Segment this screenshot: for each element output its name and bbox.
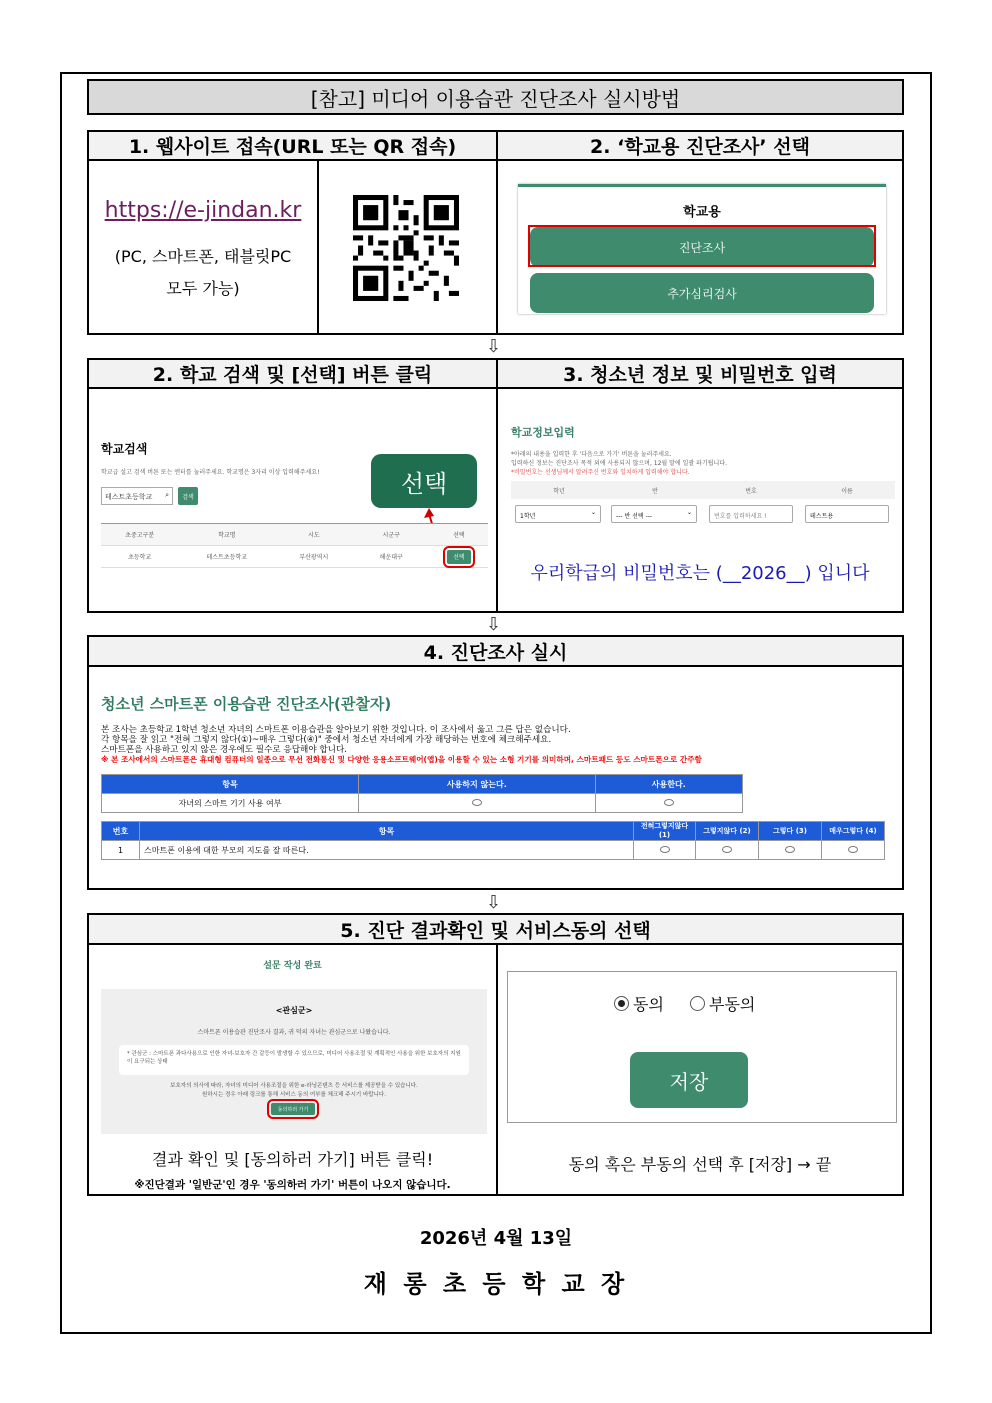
devices-line1: (PC, 스마트폰, 태블릿PC <box>114 247 292 266</box>
q-head-item: 항목 <box>140 822 634 841</box>
form-note1: *아래의 내용을 입력한 후 '다음으로 가기' 버튼을 눌러주세요. <box>511 451 672 458</box>
agree-radio[interactable] <box>614 996 629 1011</box>
name-value: 테스트용 <box>810 513 834 520</box>
cell-sigungu: 해운대구 <box>379 554 403 561</box>
survey-p1: 본 조사는 초등학교 1학년 청소년 자녀의 스마트폰 이용습관을 알아보기 위한 것입니다. 이 조사에서 옳고 그른 답은 없습니다. <box>101 725 571 735</box>
consent-line1: 보호자의 의사에 따라, 자녀의 미디어 사용조절을 위한 e-라닝콘텐츠 등 서비스를 제공받을 수 있습니다. <box>170 1083 418 1089</box>
select-big-button[interactable]: 선택 <box>371 454 477 508</box>
school-search-value: 테스트초등학교 <box>105 493 153 501</box>
usage-head-item: 항목 <box>102 775 359 794</box>
school-search-desc: 학교급 설고 검색 버튼 또는 엔터를 눌러주세요. 학교명은 3자리 이상 입력해주세요! <box>101 469 320 476</box>
radio-q1-4[interactable] <box>848 846 858 853</box>
school-results-table <box>101 523 488 567</box>
col-select: 선택 <box>453 532 465 539</box>
q-head-3: 그렇다 (3) <box>759 822 822 841</box>
row-select-button[interactable]: 선택 <box>447 550 471 564</box>
radio-q1-1[interactable] <box>660 846 670 853</box>
school-panel-screenshot <box>518 184 886 314</box>
save-button[interactable]: 저장 <box>630 1052 748 1108</box>
step5-header: 5. 진단 결과확인 및 서비스동의 선택 <box>89 915 902 945</box>
disagree-label: 부동의 <box>709 995 756 1014</box>
name-input[interactable] <box>805 505 889 523</box>
down-arrow-icon: ⇩ <box>486 614 502 635</box>
devices-line2: 모두 가능) <box>166 279 240 298</box>
down-arrow-icon: ⇩ <box>486 892 502 913</box>
group-title: <관심군> <box>275 1006 313 1015</box>
class-select[interactable] <box>611 505 697 523</box>
usage-head-no: 사용하지 않는다. <box>359 775 596 794</box>
disagree-radio[interactable] <box>690 996 705 1011</box>
down-arrow-icon: ⇩ <box>486 336 502 357</box>
agree-option[interactable] <box>614 992 664 1015</box>
signer: 재 롱 초 등 학 교 장 <box>363 1270 629 1298</box>
done-title: 설문 작성 완료 <box>263 961 322 971</box>
consent-line2: 원하시는 경우 아래 링크를 통해 서비스 동의 여부를 체크해 주시기 바랍니다. <box>202 1092 386 1098</box>
col-sido: 시도 <box>308 532 320 539</box>
note-left: ※진단결과 '일반군'인 경우 '동의하러 가기' 버튼이 나오지 않습니다. <box>134 1179 451 1191</box>
col-number: 번호 <box>745 487 757 495</box>
survey-title: 청소년 스마트폰 이용습관 진단조사(관찰자) <box>101 695 392 713</box>
col-grade: 학년 <box>553 487 565 495</box>
radio-use[interactable] <box>664 799 674 806</box>
step5-section <box>87 913 904 1196</box>
group-desc: * 관심군 : 스마트폰 과다사용으로 인한 자녀-보호자 간 갈등이 발생할 수 있으므로, 미디어 사용조절 및 계획적인 사용을 위한 보호자의 지원이 요구되는 상태 <box>119 1045 469 1075</box>
step4-section <box>87 635 904 890</box>
cell-sido: 부산광역시 <box>299 554 329 561</box>
q-no: 1 <box>102 841 140 860</box>
q-head-4: 매우그렇다 (4) <box>822 822 885 841</box>
form-note3: *비밀번호는 선생님께서 알려주신 번호와 일치하게 입력해야 합니다. <box>511 469 690 476</box>
form-columns <box>511 481 895 499</box>
disagree-option[interactable] <box>690 992 755 1015</box>
col-sigungu: 시군구 <box>382 532 400 539</box>
grade-select[interactable] <box>515 505 601 523</box>
cell-school-type: 초등학교 <box>128 554 152 561</box>
qr-code-icon[interactable] <box>353 195 459 301</box>
number-placeholder: 번호를 입력하세요 ! <box>714 513 767 520</box>
step2-3-section <box>87 358 904 613</box>
chevron-down-icon: ⌄ <box>686 509 692 516</box>
usage-row-label: 자녀의 스마트 기기 사용 여부 <box>102 794 359 813</box>
usage-table <box>101 774 743 813</box>
radio-q1-3[interactable] <box>785 846 795 853</box>
school-panel-title: 학교용 <box>683 205 721 220</box>
usage-head-yes: 사용한다. <box>595 775 742 794</box>
password-line: 우리학급의 비밀번호는 (__2026__) 입니다 <box>530 563 870 584</box>
form-note2: 입력하신 정보는 진단조사 목적 외에 사용되지 않으며, 12월 말에 일괄 파기됩니다. <box>511 460 727 467</box>
survey-p2: 각 항목을 잘 읽고 "전혀 그렇지 않다(①)~매우 그렇다(④)" 중에서 청소년 자녀에게 가장 해당하는 번호에 체크해주세요. <box>101 735 552 745</box>
step1-section <box>87 130 904 335</box>
issue-date: 2026년 4월 13일 <box>419 1228 573 1249</box>
number-input[interactable] <box>709 505 793 523</box>
step2a-header: 2. ‘학교용 진단조사’ 선택 <box>498 132 902 161</box>
chevron-down-icon: ⌄ <box>590 509 596 516</box>
caption-left: 결과 확인 및 [동의하러 가기] 버튼 클릭! <box>151 1150 434 1169</box>
step4-header: 4. 진단조사 실시 <box>89 637 902 667</box>
school-search-button[interactable]: 검색 <box>178 487 198 505</box>
school-search-title: 학교검색 <box>101 442 148 456</box>
survey-warning: ※ 본 조사에서의 스마트폰은 휴대형 컴퓨터의 일종으로 무선 전화통신 및 다양한 응용소프트웨어(앱)을 이용할 수 있는 소형 기기를 의미하며, 스마트패드 등도 스마트폰으로 간주함 <box>101 755 702 764</box>
survey-highlight <box>528 225 876 267</box>
col-class: 반 <box>652 487 658 495</box>
consent-panel <box>507 971 897 1123</box>
caption-right: 동의 혹은 부동의 선택 후 [저장] → 끝 <box>568 1155 832 1174</box>
col-school-type: 초중고구분 <box>125 532 155 539</box>
q-head-1: 전혀그렇지않다 (1) <box>634 822 696 841</box>
cell-school-name: 테스트초등학교 <box>206 554 248 561</box>
school-search-input[interactable] <box>101 487 173 505</box>
page-title: [참고] 미디어 이용습관 진단조사 실시방법 <box>87 79 904 115</box>
q-head-no: 번호 <box>102 822 140 841</box>
step3-header: 3. 청소년 정보 및 비밀번호 입력 <box>498 360 902 389</box>
col-name: 이름 <box>841 487 853 495</box>
radio-no-use[interactable] <box>472 799 482 806</box>
survey-button[interactable]: 진단조사 <box>530 227 874 267</box>
result-panel <box>101 989 487 1134</box>
survey-p3: 스마트폰을 사용하고 있지 않은 경우에도 필수로 응답해야 합니다. <box>101 745 347 755</box>
step1-header: 1. 웹사이트 접속(URL 또는 QR 접속) <box>89 132 498 161</box>
agree-label: 동의 <box>633 995 664 1014</box>
q-item: 스마트폰 이용에 대한 부모의 지도를 잘 따른다. <box>140 841 634 860</box>
class-value: --- 반 선택 --- <box>616 513 653 520</box>
extra-test-button[interactable]: 추가심리검사 <box>530 273 874 313</box>
go-consent-button[interactable]: 동의하러 가기 <box>271 1103 315 1115</box>
radio-q1-2[interactable] <box>722 846 732 853</box>
form-title: 학교정보입력 <box>511 426 575 439</box>
step2b-header: 2. 학교 검색 및 [선택] 버튼 클릭 <box>89 360 498 389</box>
result-line: 스마트폰 이용습관 진단조사 결과, 귀 덕의 자녀는 관심군으로 나왔습니다. <box>197 1029 391 1036</box>
col-school-name: 학교명 <box>218 532 236 539</box>
q-head-2: 그렇지않다 (2) <box>696 822 759 841</box>
search-icon: ⌕ <box>165 491 169 499</box>
grade-value: 1학년 <box>520 513 536 520</box>
question-table <box>101 821 885 860</box>
website-link[interactable]: https://e-jindan.kr <box>104 198 302 223</box>
